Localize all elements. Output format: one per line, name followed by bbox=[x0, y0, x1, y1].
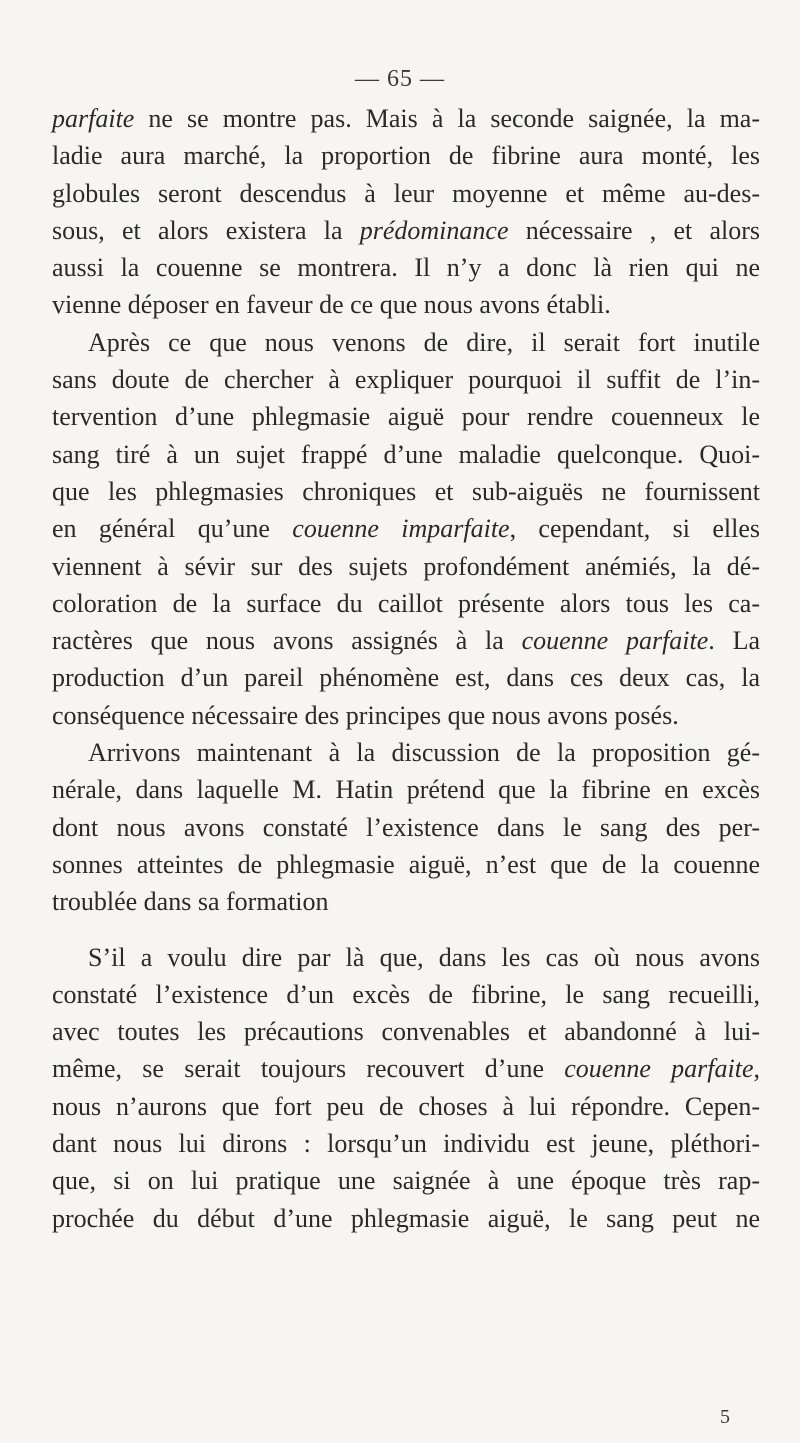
text-run: ladie aura marché, la proportion de fibrine aura monté, les bbox=[52, 141, 760, 171]
italic-term: couenne parfaite bbox=[521, 626, 709, 656]
text-run: nous n’aurons que fort peu de choses à lui répondre. Cepen- bbox=[52, 1091, 760, 1121]
text-run: sous, et alors existera la bbox=[52, 215, 360, 245]
text-run: . La bbox=[708, 626, 760, 656]
text-line bbox=[52, 976, 760, 1013]
text-run: que les phlegmasies chroniques et sub-aiguës ne fournissent bbox=[52, 476, 760, 506]
text-line bbox=[52, 436, 760, 473]
text-run: ne se montre pas. Mais à la seconde saignée, la ma- bbox=[134, 104, 760, 133]
text-line bbox=[52, 1125, 760, 1162]
text-run: prochée du début d’une phlegmasie aiguë, le sang peut ne bbox=[52, 1203, 760, 1233]
paragraph bbox=[52, 734, 760, 920]
text-line bbox=[52, 175, 760, 212]
text-line bbox=[52, 548, 760, 585]
text-line bbox=[52, 1088, 760, 1125]
text-run: Après ce que nous venons de dire, il serait fort inutile bbox=[88, 327, 760, 357]
text-run: sans doute de chercher à expliquer pourquoi il suffit de l’in- bbox=[52, 365, 760, 395]
body-text bbox=[52, 100, 760, 1237]
text-run: conséquence nécessaire des principes que nous avons posés. bbox=[52, 700, 679, 730]
text-line bbox=[52, 846, 760, 883]
text-line bbox=[52, 809, 760, 846]
text-run: vienne déposer en faveur de ce que nous avons établi. bbox=[52, 290, 611, 320]
text-run: dant nous lui dirons : lorsqu’un individu est jeune, pléthori- bbox=[52, 1129, 760, 1159]
text-line bbox=[52, 1200, 760, 1237]
text-run: dont nous avons constaté l’existence dans le sang des per- bbox=[52, 812, 760, 842]
text-run: troublée dans sa formation bbox=[52, 887, 329, 917]
text-line bbox=[52, 361, 760, 398]
text-run: nécessaire , et alors bbox=[508, 215, 760, 245]
text-run: production d’un pareil phénomène est, dans ces deux cas, la bbox=[52, 663, 760, 693]
text-run: avec toutes les précautions convenables et abandonné à lui- bbox=[52, 1017, 760, 1047]
text-line bbox=[52, 1013, 760, 1050]
text-line bbox=[52, 324, 760, 361]
text-line bbox=[52, 212, 760, 249]
text-line bbox=[52, 697, 760, 734]
text-run: constaté l’existence d’un excès de fibrine, le sang recueilli, bbox=[52, 979, 760, 1009]
paragraph bbox=[52, 324, 760, 734]
text-line bbox=[52, 286, 760, 323]
italic-term: couenne imparfaite bbox=[292, 514, 510, 544]
text-line bbox=[52, 734, 760, 771]
italic-term: prédominance bbox=[359, 215, 509, 245]
text-run: que, si on lui pratique une saignée à une époque très rap- bbox=[52, 1166, 760, 1196]
italic-term: couenne parfaite bbox=[564, 1054, 754, 1084]
text-line bbox=[52, 249, 760, 286]
text-run: globules seront descendus à leur moyenne et même au-des- bbox=[52, 178, 760, 208]
text-line bbox=[52, 659, 760, 696]
text-run: sonnes atteintes de phlegmasie aiguë, n’est que de la couenne bbox=[52, 849, 760, 879]
text-run: nérale, dans laquelle M. Hatin prétend que la fibrine en excès bbox=[52, 775, 760, 805]
text-run: , bbox=[753, 1054, 760, 1084]
text-run: ractères que nous avons assignés à la bbox=[52, 626, 522, 656]
text-run: viennent à sévir sur des sujets profondément anémiés, la dé- bbox=[52, 551, 760, 581]
text-line bbox=[52, 622, 760, 659]
text-run: S’il a voulu dire par là que, dans les cas où nous avons bbox=[88, 942, 760, 972]
text-line bbox=[52, 1050, 760, 1087]
italic-term: parfaite bbox=[52, 104, 135, 133]
page-number-header: — 65 — bbox=[355, 66, 445, 92]
text-line bbox=[52, 585, 760, 622]
text-line bbox=[52, 398, 760, 435]
text-run: sang tiré à un sujet frappé d’une maladie quelconque. Quoi- bbox=[52, 439, 760, 469]
text-run: aussi la couenne se montrera. Il n’y a donc là rien qui ne bbox=[52, 253, 760, 283]
text-run: Arrivons maintenant à la discussion de la proposition gé- bbox=[88, 738, 760, 768]
paragraph bbox=[52, 939, 760, 1237]
text-line bbox=[52, 100, 760, 137]
text-line bbox=[52, 137, 760, 174]
signature-mark: 5 bbox=[720, 1406, 730, 1428]
paragraph bbox=[52, 100, 760, 324]
text-run: coloration de la surface du caillot présente alors tous les ca- bbox=[52, 588, 760, 618]
text-run: même, se serait toujours recouvert d’une bbox=[52, 1054, 565, 1084]
text-run: en général qu’une bbox=[52, 514, 293, 544]
text-line bbox=[52, 771, 760, 808]
text-line bbox=[52, 510, 760, 547]
text-line bbox=[52, 883, 760, 920]
text-line bbox=[52, 1162, 760, 1199]
text-run: tervention d’une phlegmasie aiguë pour rendre couenneux le bbox=[52, 402, 760, 432]
text-line bbox=[52, 473, 760, 510]
text-line bbox=[52, 939, 760, 976]
text-run: , cependant, si elles bbox=[509, 514, 760, 544]
